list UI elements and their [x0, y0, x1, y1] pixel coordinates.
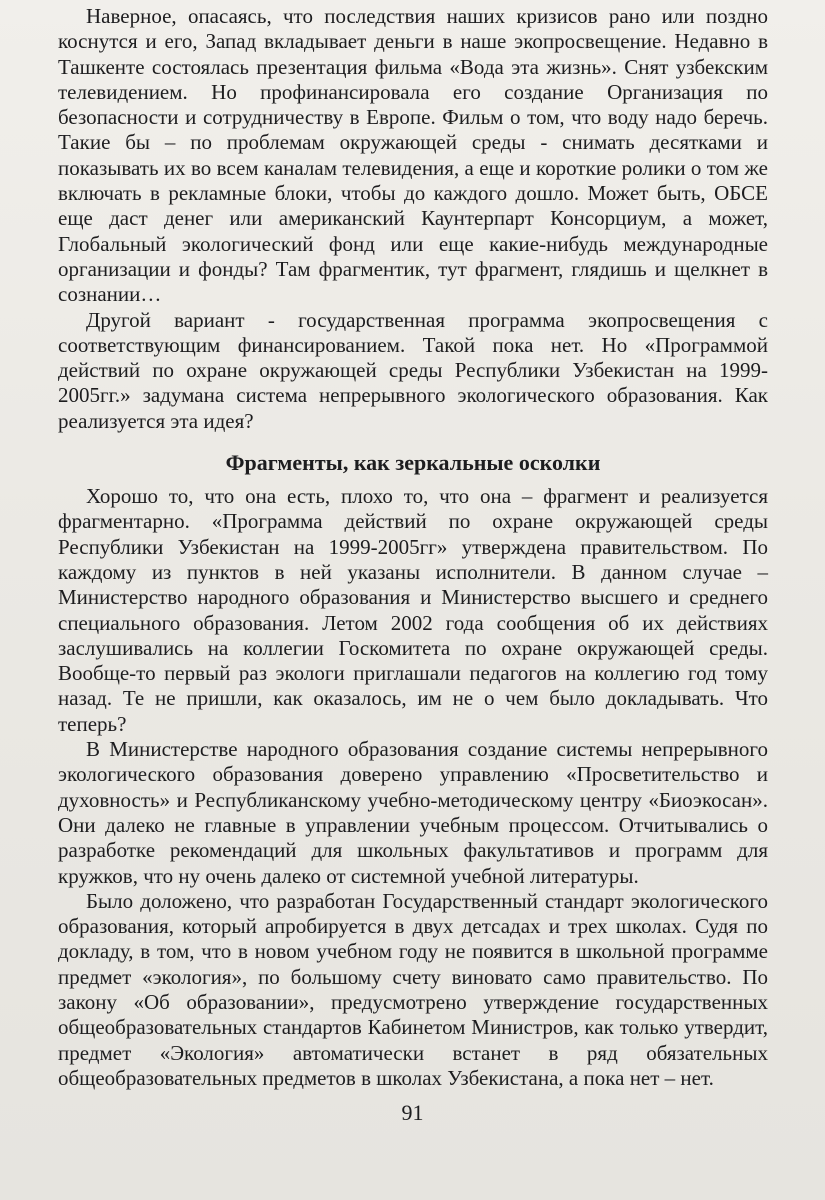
paragraph-state-program: Другой вариант - государственная программа экопросвещения с соответствующим финансированием. Такой пока нет. Но «Программой действий по охране окружающей среды Республики Узбекистан на 1999-2005гг.» задумана система непрерывного экологического образования. Как реализуется эта идея? — [58, 307, 768, 433]
paragraph-ministry-education: В Министерстве народного образования создание системы непрерывного экологического образования доверено управлению «Просветительство и духовность» и Республиканскому учебно-методическому центру «Биоэкосан». Они далеко не главные в управлении учебным процессом. Отчитывались о разработке рекомендаций для школьных факультативов и программ для кружков, что ну очень далеко от системной учебной литературы. — [58, 737, 768, 888]
paragraph-state-standard: Было доложено, что разработан Государственный стандарт экологического образования, который апробируется в двух детсадах и трех школах. Судя по докладу, в том, что в новом учебном году не появится в школьной программе предмет «экология», по большому счету виновато само правительство. По закону «Об образовании», предусмотрено утверждение государственных общеобразовательных стандартов Кабинетом Министров, как только утвердит, предмет «Экология» автоматически встанет в ряд обязательных общеобразовательных предметов в школах Узбекистана, а пока нет – нет. — [58, 888, 768, 1090]
paragraph-west-funding: Наверное, опасаясь, что последствия наших кризисов рано или поздно коснутся и его, Запад вкладывает деньги в наше экопросвещение. Недавно в Ташкенте состоялась презентация фильма «Вода эта жизнь». Снят узбекским телевидением. Но профинансировала его создание Организация по безопасности и сотрудничеству в Европе. Фильм о том, что воду надо беречь. Такие бы – по проблемам окружающей среды - снимать десятками и показывать их во всем каналам телевидения, а еще и короткие ролики о том же включать в рекламные блоки, чтобы до каждого дошло. Может быть, ОБСЕ еще даст денег или американский Каунтерпарт Консорциум, а может, Глобальный экологический фонд или еще какие-нибудь международные организации и фонды? Там фрагментик, тут фрагмент, глядишь и щелкнет в сознании… — [58, 4, 768, 307]
section-heading: Фрагменты, как зеркальные осколки — [225, 450, 601, 476]
text-block — [58, 4, 768, 1091]
paragraph-fragmentary-program: Хорошо то, что она есть, плохо то, что она – фрагмент и реализуется фрагментарно. «Программа действий по охране окружающей среды Республики Узбекистан на 1999-2005гг» утверждена правительством. По каждому из пунктов в ней указаны исполнители. В данном случае – Министерство народного образования и Министерство высшего и среднего специального образования. Летом 2002 года сообщения об их действиях заслушивались на коллегии Госкомитета по охране окружающей среды. Вообще-то первый раз экологи приглашали педагогов на коллегию год тому назад. Те не пришли, как оказалось, им не о чем было докладывать. Что теперь? — [58, 484, 768, 736]
page-number: 91 — [401, 1100, 424, 1125]
